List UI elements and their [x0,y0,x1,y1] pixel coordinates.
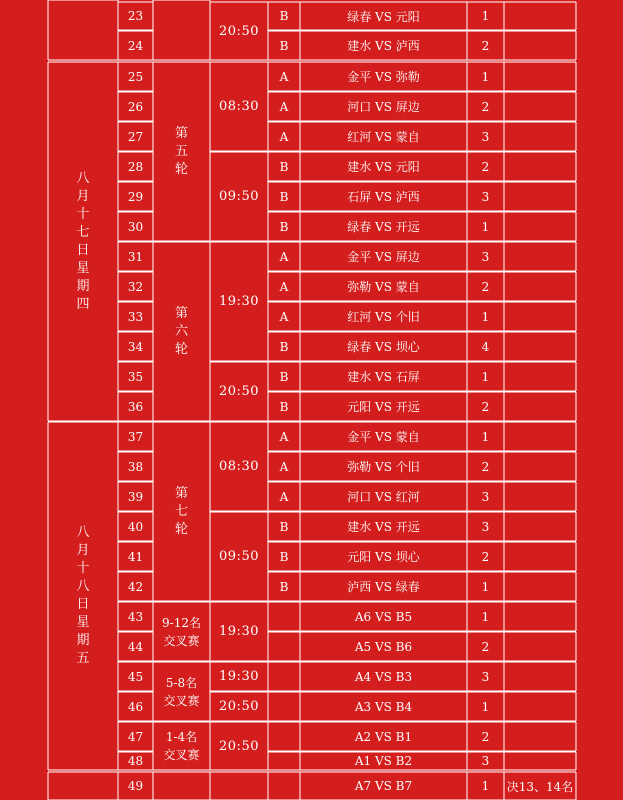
match-venue: 2 [481,99,490,114]
match-group: A [279,129,289,144]
match-venue: 2 [481,38,490,53]
match-venue: 3 [481,489,490,504]
match-venue: 2 [481,399,490,414]
match-group [268,772,300,800]
match-number: 31 [127,249,144,264]
match-time: 20:50 [219,738,259,754]
match-group: B [279,549,289,564]
match-venue: 1 [481,699,490,714]
match-time: 08:30 [219,459,259,474]
match-note [504,482,576,511]
match-note [504,722,576,751]
match-venue: 3 [481,669,490,684]
match-note [504,632,576,661]
round-label: 第 六 轮 [174,305,188,357]
match-venue: 2 [481,159,490,174]
match-venue: 3 [481,519,490,534]
match-venue: 2 [481,459,490,474]
match-note [504,92,576,121]
match-number: 48 [127,754,144,768]
match-group: A [279,309,289,324]
round-label: 1-4名 交叉赛 [163,730,200,762]
match-note [504,602,576,631]
match-group: A [279,489,289,504]
match-number: 44 [127,639,144,654]
match-group: A [279,99,289,114]
match-note [504,31,576,60]
round-label: 第 七 轮 [174,485,188,537]
match-teams: 金平 VS 蒙自 [347,430,420,444]
match-teams: 绿春 VS 开远 [347,220,420,234]
match-note [504,302,576,331]
match-teams: 建水 VS 开远 [347,520,420,534]
match-note [504,182,576,211]
match-teams: 弥勒 VS 个旧 [347,460,420,474]
match-venue: 1 [481,369,490,384]
match-note [504,62,576,91]
match-note [504,272,576,301]
day-label: 八 月 十 七 日 星 期 四 [76,170,90,312]
match-teams: A7 VS B7 [354,779,413,793]
match-venue: 1 [481,69,490,84]
match-teams: 河口 VS 红河 [347,490,420,504]
match-note [504,752,576,770]
match-venue: 2 [481,729,490,744]
match-note [504,572,576,601]
match-teams: 元阳 VS 坝心 [347,550,420,564]
match-teams: 红河 VS 个旧 [347,310,420,324]
match-venue: 3 [481,249,490,264]
match-number: 40 [127,519,144,534]
match-number: 32 [127,279,144,294]
match-number: 39 [127,489,144,504]
match-group: B [279,369,289,384]
match-venue: 4 [481,339,490,354]
match-time: 09:50 [219,549,259,564]
match-venue: 1 [481,309,490,324]
match-group: B [279,519,289,534]
match-time: 19:30 [219,669,259,684]
match-number: 33 [127,309,144,324]
round-label: 5-8名 交叉赛 [163,675,200,708]
match-teams: 建水 VS 泸西 [347,39,420,53]
match-venue: 1 [481,579,490,594]
round-label: 9-12名 交叉赛 [162,615,201,648]
match-number: 45 [127,669,144,684]
match-note: 决13、14名 [506,779,574,794]
match-teams: 河口 VS 屏边 [347,100,420,114]
match-group: B [279,579,289,594]
match-group: A [279,69,289,84]
match-note [504,242,576,271]
match-teams: A3 VS B4 [354,699,413,714]
match-teams: 金平 VS 弥勒 [347,70,420,84]
match-time: 08:30 [219,99,259,114]
match-venue: 1 [481,779,490,793]
match-venue: 2 [481,279,490,294]
match-venue: 1 [481,609,490,624]
match-number: 47 [127,729,144,744]
match-note [504,152,576,181]
match-venue: 1 [481,9,490,23]
match-group: A [279,249,289,264]
match-venue: 3 [481,189,490,204]
match-number: 25 [127,69,144,84]
match-venue: 1 [481,219,490,234]
match-number: 35 [127,369,144,384]
match-time: 20:50 [219,23,259,39]
day-label: 八 月 十 八 日 星 期 五 [76,525,90,666]
match-teams: 建水 VS 元阳 [347,160,420,174]
match-note [504,452,576,481]
match-venue: 3 [481,754,490,768]
match-number: 41 [127,549,144,564]
round-label: 第 五 轮 [174,125,188,177]
match-group: B [279,38,289,53]
match-number: 42 [127,579,144,594]
match-teams: 建水 VS 石屏 [347,370,420,384]
match-number: 24 [127,38,144,53]
match-number: 26 [127,99,144,114]
match-number: 23 [127,9,144,23]
match-time: 09:50 [219,189,259,204]
match-note [504,122,576,151]
match-number: 29 [127,189,144,204]
match-venue: 1 [481,429,490,444]
match-teams: A6 VS B5 [354,609,413,624]
match-number: 38 [127,459,144,474]
match-teams: A5 VS B6 [354,639,413,654]
match-teams: A2 VS B1 [354,729,413,744]
match-number: 37 [127,429,144,444]
match-time: 19:30 [219,624,259,639]
match-time: 19:30 [219,294,259,309]
match-teams: 元阳 VS 开远 [347,400,420,414]
match-note [504,362,576,391]
match-number: 46 [127,699,144,714]
match-group: B [279,339,289,354]
match-group [268,692,300,721]
match-number: 30 [127,219,144,234]
match-teams: 金平 VS 屏边 [347,250,420,264]
match-teams: 绿春 VS 坝心 [347,340,420,354]
match-group [268,602,300,631]
match-number: 49 [127,779,144,793]
match-group: B [279,219,289,234]
match-venue: 3 [481,129,490,144]
match-note [504,332,576,361]
match-group: B [279,9,289,23]
match-teams: 绿春 VS 元阳 [347,9,420,24]
match-note [504,542,576,571]
match-note [504,2,576,30]
match-group: A [279,279,289,294]
match-number: 34 [127,339,144,354]
match-group [268,752,300,770]
match-teams: 泸西 VS 绿春 [347,580,420,594]
match-group: B [279,189,289,204]
match-teams: 弥勒 VS 蒙自 [347,280,420,294]
match-number: 27 [127,129,144,144]
match-note [504,212,576,241]
match-teams: 红河 VS 蒙自 [347,130,420,144]
match-number: 28 [127,159,144,174]
match-teams: 石屏 VS 泸西 [347,190,420,204]
match-venue: 2 [481,549,490,564]
match-note [504,692,576,721]
match-teams: A1 VS B2 [354,754,413,768]
match-note [504,392,576,421]
match-venue: 2 [481,639,490,654]
match-time: 20:50 [219,699,259,714]
match-note [504,422,576,451]
match-group [268,662,300,691]
match-number: 36 [127,399,144,414]
match-group: B [279,399,289,414]
match-group: B [279,159,289,174]
match-group: A [279,429,289,444]
match-note [504,662,576,691]
match-number: 43 [127,609,144,624]
match-note [504,512,576,541]
match-teams: A4 VS B3 [354,669,413,684]
match-time: 20:50 [219,384,259,399]
match-group [268,722,300,751]
match-group [268,632,300,661]
match-group: A [279,459,289,474]
